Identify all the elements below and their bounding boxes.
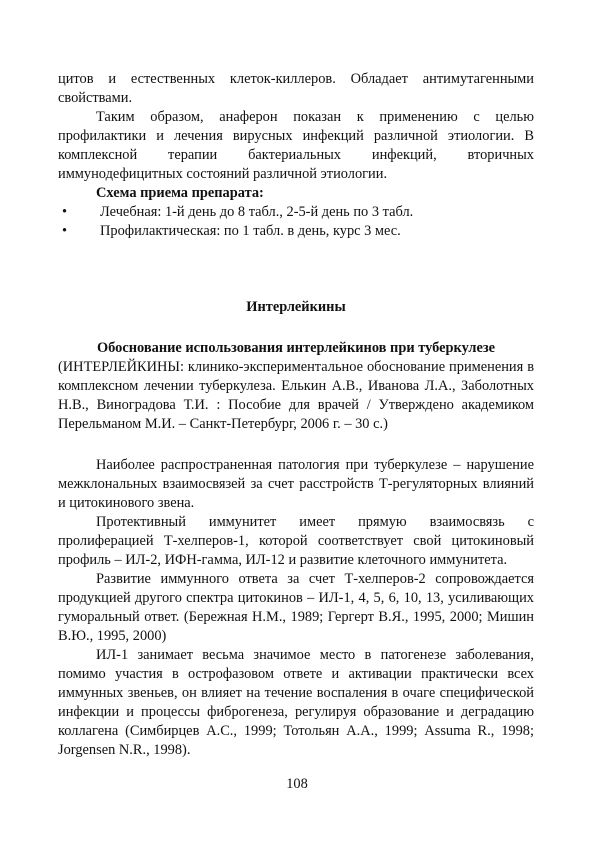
subsection-title: Обоснование использования интерлейкинов при туберкулезе — [96, 340, 496, 356]
paragraph-continuation: цитов и естественных клеток-киллеров. Обладает антимутагенными свойствами. — [58, 71, 534, 106]
page-number: 108 — [286, 776, 308, 792]
list-item — [58, 203, 534, 222]
paragraph: Развитие иммунного ответа за счет Т-хелперов-2 сопровождается продукцией другого спектра цитокинов – ИЛ-1, 4, 5, 6, 10, 13, усиливающих гуморальный ответ. (Бережная Н.М., 1989; Гергерт В.Я., 1995, 2000; Мишин В.Ю., 1995, 2000) — [58, 571, 534, 644]
bullet-icon: • — [62, 204, 68, 220]
paragraph: Протективный иммунитет имеет прямую взаимосвязь с пролиферацией Т-хелперов-1, которой соответствует свой цитокиновый профиль – ИЛ-2, ИФН-гамма, ИЛ-12 и развитие клеточного иммунитета. — [58, 514, 534, 568]
document-page — [58, 70, 534, 760]
paragraph-conclusion: Таким образом, анаферон показан к применению с целью профилактики и лечения вирусных инфекций различной этиологии. В комплексной терапии бактериальных инфекций, вторичных иммунодефицитных состояний различной этиологии. — [58, 109, 534, 182]
list-item-text: Профилактическая: по 1 табл. в день, курс 3 мес. — [100, 223, 401, 239]
bullet-icon: • — [62, 223, 68, 239]
list-item — [58, 222, 534, 241]
section-title: Интерлейкины — [246, 299, 346, 315]
scheme-heading: Схема приема препарата: — [96, 185, 264, 201]
paragraph: Наиболее распространенная патология при туберкулезе – нарушение межклональных взаимосвязей за счет расстройств Т-регуляторных влияний и цитокинового звена. — [58, 457, 534, 511]
paragraph: ИЛ-1 занимает весьма значимое место в патогенезе заболевания, помимо участия в острофазовом ответе и активации практически всех иммунных звеньев, он влияет на течение воспаления в очаге специфической инфекции и процессы фиброгенеза, регулируя образование и деградацию коллагена (Симбирцев А.С., 1999; Тотольян А.А., 1999; Assuma R., 1998; Jorgensen N.R., 1998). — [58, 647, 534, 758]
reference-block: (ИНТЕРЛЕЙКИНЫ: клинико-экспериментальное обоснование применения в комплексном лечении туберкулеза. Елькин А.В., Иванова Л.А., Заболотных Н.В., Виноградова Т.И. : Пособие для врачей / Утверждено академиком Перельманом М.И. – Санкт-Петербург, 2006 г. – 30 с.) — [58, 359, 534, 432]
list-item-text: Лечебная: 1-й день до 8 табл., 2-5-й день по 3 табл. — [100, 204, 414, 220]
